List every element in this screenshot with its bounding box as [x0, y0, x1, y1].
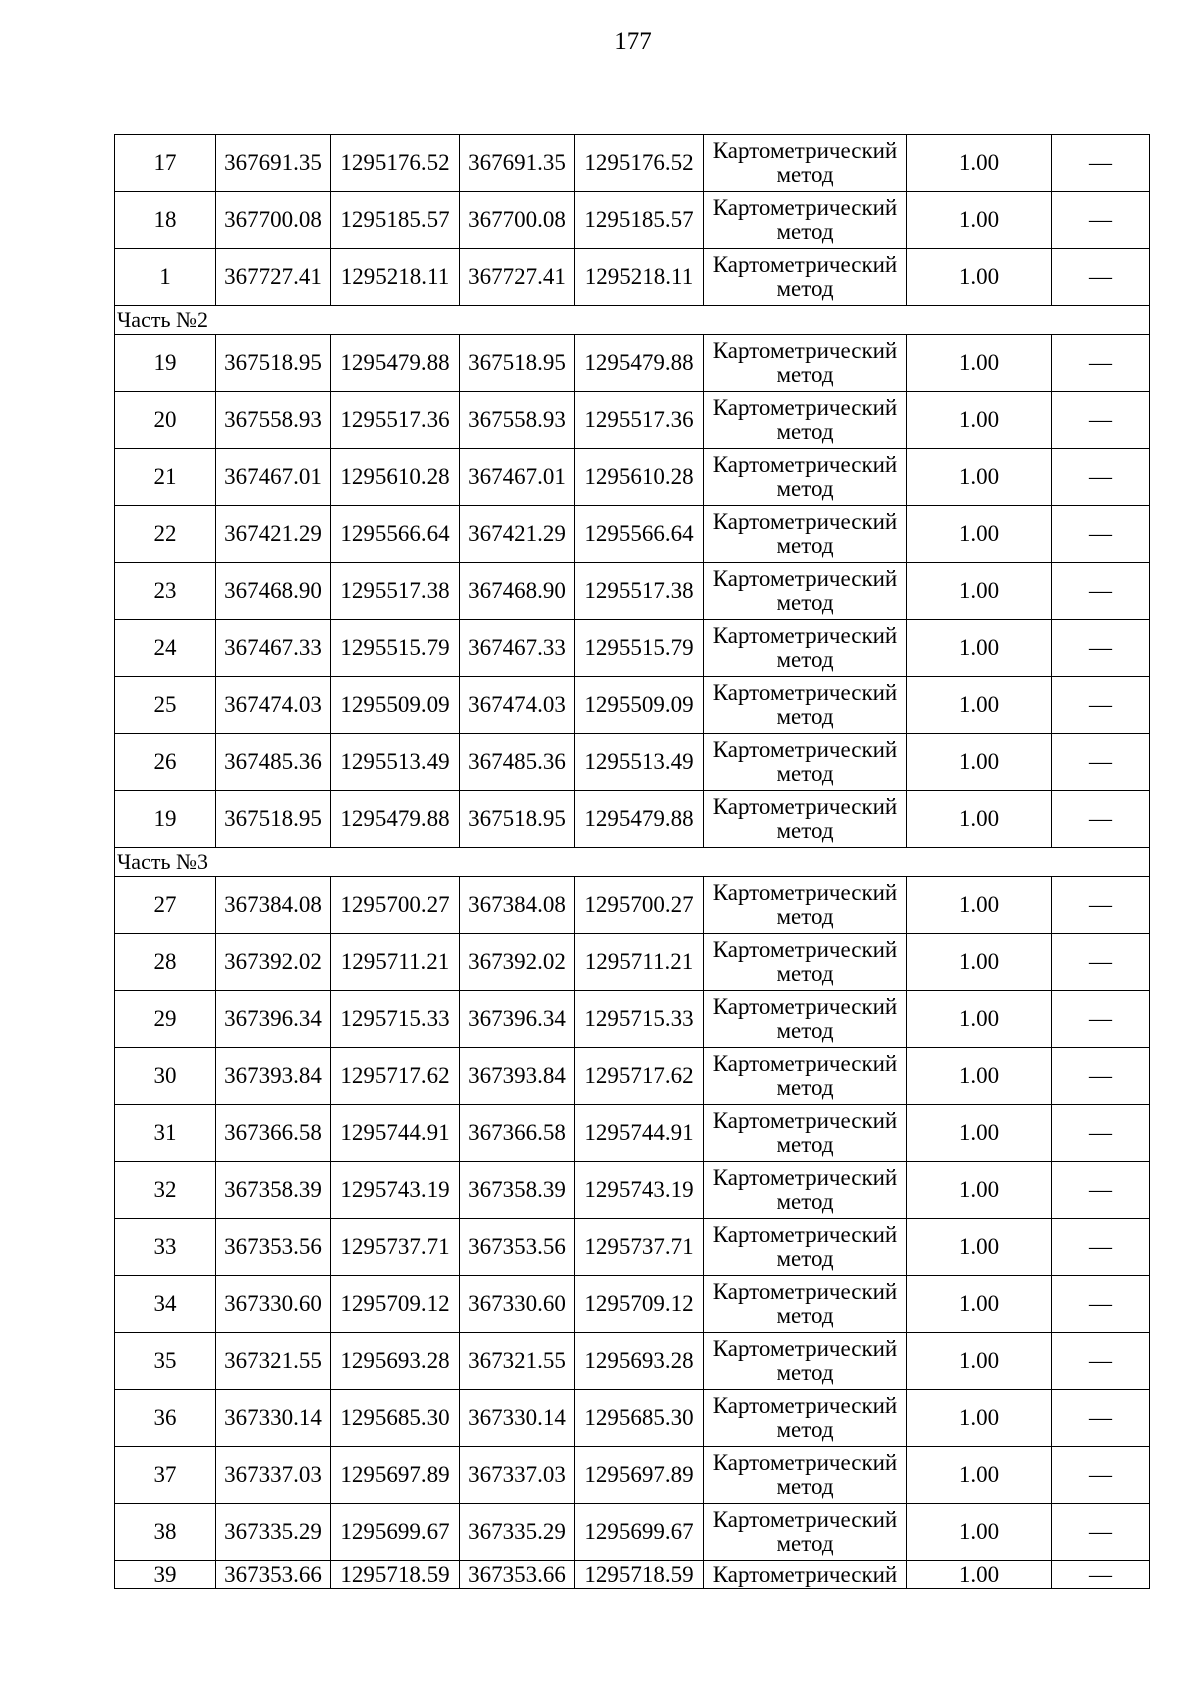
point-number-cell: 30 [115, 1048, 216, 1105]
precision-cell: 1.00 [907, 991, 1052, 1048]
description-cell: — [1052, 506, 1150, 563]
x-coordinate-new-cell: 367358.39 [460, 1162, 575, 1219]
y-coordinate-cell: 1295700.27 [331, 877, 460, 934]
y-coordinate-new-cell: 1295685.30 [575, 1390, 704, 1447]
x-coordinate-cell: 367421.29 [216, 506, 331, 563]
point-number-cell: 1 [115, 249, 216, 306]
precision-cell: 1.00 [907, 620, 1052, 677]
description-cell: — [1052, 991, 1150, 1048]
method-label-line2: метод [776, 476, 834, 501]
precision-cell: 1.00 [907, 877, 1052, 934]
table-row [115, 991, 1150, 1048]
x-coordinate-new-cell: 367727.41 [460, 249, 575, 306]
y-coordinate-cell: 1295513.49 [331, 734, 460, 791]
method-label-line1: Картометрический [712, 252, 898, 277]
y-coordinate-new-cell: 1295693.28 [575, 1333, 704, 1390]
description-cell: — [1052, 135, 1150, 192]
method-label-line1: Картометрический [712, 1393, 898, 1418]
precision-cell: 1.00 [907, 1561, 1052, 1589]
y-coordinate-new-cell: 1295610.28 [575, 449, 704, 506]
x-coordinate-cell: 367727.41 [216, 249, 331, 306]
method-label-line1: Картометрический [712, 1507, 898, 1532]
table-row [115, 192, 1150, 249]
precision-cell: 1.00 [907, 192, 1052, 249]
description-cell: — [1052, 1447, 1150, 1504]
x-coordinate-cell: 367558.93 [216, 392, 331, 449]
y-coordinate-new-cell: 1295709.12 [575, 1276, 704, 1333]
point-number-cell: 17 [115, 135, 216, 192]
section-header-row [115, 306, 1150, 335]
x-coordinate-cell: 367353.56 [216, 1219, 331, 1276]
table-row [115, 791, 1150, 848]
page-number: 177 [614, 28, 652, 55]
precision-cell: 1.00 [907, 1048, 1052, 1105]
section-label: Часть №2 [115, 306, 1150, 335]
y-coordinate-new-cell: 1295699.67 [575, 1504, 704, 1561]
table-row [115, 1219, 1150, 1276]
point-number-cell: 19 [115, 791, 216, 848]
method-label-line2: метод [776, 1132, 834, 1157]
method-cell [704, 1333, 907, 1390]
y-coordinate-cell: 1295743.19 [331, 1162, 460, 1219]
method-cell [704, 620, 907, 677]
y-coordinate-cell: 1295744.91 [331, 1105, 460, 1162]
description-cell: — [1052, 1561, 1150, 1589]
table-row [115, 734, 1150, 791]
y-coordinate-cell: 1295610.28 [331, 449, 460, 506]
y-coordinate-cell: 1295711.21 [331, 934, 460, 991]
x-coordinate-new-cell: 367353.66 [460, 1561, 575, 1589]
point-number-cell: 38 [115, 1504, 216, 1561]
y-coordinate-new-cell: 1295515.79 [575, 620, 704, 677]
x-coordinate-new-cell: 367353.56 [460, 1219, 575, 1276]
y-coordinate-cell: 1295699.67 [331, 1504, 460, 1561]
x-coordinate-new-cell: 367392.02 [460, 934, 575, 991]
x-coordinate-new-cell: 367366.58 [460, 1105, 575, 1162]
y-coordinate-new-cell: 1295715.33 [575, 991, 704, 1048]
point-number-cell: 33 [115, 1219, 216, 1276]
point-number-cell: 34 [115, 1276, 216, 1333]
method-cell [704, 1504, 907, 1561]
section-label: Часть №3 [115, 848, 1150, 877]
y-coordinate-cell: 1295218.11 [331, 249, 460, 306]
table-row [115, 135, 1150, 192]
y-coordinate-cell: 1295685.30 [331, 1390, 460, 1447]
point-number-cell: 36 [115, 1390, 216, 1447]
method-cell [704, 1561, 907, 1589]
method-cell [704, 877, 907, 934]
x-coordinate-cell: 367358.39 [216, 1162, 331, 1219]
method-cell [704, 934, 907, 991]
y-coordinate-new-cell: 1295718.59 [575, 1561, 704, 1589]
table-row [115, 1333, 1150, 1390]
description-cell: — [1052, 877, 1150, 934]
point-number-cell: 25 [115, 677, 216, 734]
x-coordinate-new-cell: 367330.60 [460, 1276, 575, 1333]
x-coordinate-new-cell: 367474.03 [460, 677, 575, 734]
x-coordinate-new-cell: 367330.14 [460, 1390, 575, 1447]
description-cell: — [1052, 1162, 1150, 1219]
method-cell [704, 734, 907, 791]
precision-cell: 1.00 [907, 249, 1052, 306]
method-cell [704, 1219, 907, 1276]
table-row [115, 1162, 1150, 1219]
precision-cell: 1.00 [907, 1162, 1052, 1219]
description-cell: — [1052, 934, 1150, 991]
method-cell [704, 506, 907, 563]
method-label-line2: метод [776, 1474, 834, 1499]
method-label-line1: Картометрический [712, 395, 898, 420]
table-row [115, 1105, 1150, 1162]
description-cell: — [1052, 677, 1150, 734]
point-number-cell: 21 [115, 449, 216, 506]
y-coordinate-new-cell: 1295717.62 [575, 1048, 704, 1105]
description-cell: — [1052, 249, 1150, 306]
x-coordinate-new-cell: 367467.33 [460, 620, 575, 677]
method-cell [704, 1162, 907, 1219]
x-coordinate-cell: 367518.95 [216, 335, 331, 392]
point-number-cell: 35 [115, 1333, 216, 1390]
table-row [115, 677, 1150, 734]
method-label-line1: Картометрический [712, 623, 898, 648]
precision-cell: 1.00 [907, 1276, 1052, 1333]
table-row [115, 392, 1150, 449]
description-cell: — [1052, 449, 1150, 506]
method-cell [704, 1048, 907, 1105]
y-coordinate-new-cell: 1295517.36 [575, 392, 704, 449]
table-row [115, 934, 1150, 991]
y-coordinate-new-cell: 1295700.27 [575, 877, 704, 934]
method-cell [704, 1390, 907, 1447]
method-label-line2: метод [776, 219, 834, 244]
x-coordinate-new-cell: 367384.08 [460, 877, 575, 934]
y-coordinate-new-cell: 1295176.52 [575, 135, 704, 192]
point-number-cell: 32 [115, 1162, 216, 1219]
method-label-line1: Картометрический [712, 1279, 898, 1304]
x-coordinate-new-cell: 367337.03 [460, 1447, 575, 1504]
x-coordinate-cell: 367366.58 [216, 1105, 331, 1162]
description-cell: — [1052, 791, 1150, 848]
y-coordinate-cell: 1295697.89 [331, 1447, 460, 1504]
description-cell: — [1052, 1276, 1150, 1333]
y-coordinate-new-cell: 1295517.38 [575, 563, 704, 620]
table-row [115, 449, 1150, 506]
coordinates-table-body [115, 135, 1150, 1589]
method-label-line2: метод [776, 590, 834, 615]
precision-cell: 1.00 [907, 934, 1052, 991]
precision-cell: 1.00 [907, 135, 1052, 192]
x-coordinate-cell: 367335.29 [216, 1504, 331, 1561]
x-coordinate-new-cell: 367468.90 [460, 563, 575, 620]
x-coordinate-new-cell: 367393.84 [460, 1048, 575, 1105]
table-row [115, 249, 1150, 306]
x-coordinate-cell: 367468.90 [216, 563, 331, 620]
x-coordinate-cell: 367518.95 [216, 791, 331, 848]
table-row [115, 1561, 1150, 1589]
x-coordinate-cell: 367467.01 [216, 449, 331, 506]
method-label-line2: метод [776, 1303, 834, 1328]
method-cell [704, 563, 907, 620]
point-number-cell: 19 [115, 335, 216, 392]
method-label-line2: метод [776, 1246, 834, 1271]
method-label-line2: метод [776, 1075, 834, 1100]
description-cell: — [1052, 1504, 1150, 1561]
table-row [115, 1048, 1150, 1105]
description-cell: — [1052, 563, 1150, 620]
y-coordinate-cell: 1295517.38 [331, 563, 460, 620]
y-coordinate-cell: 1295737.71 [331, 1219, 460, 1276]
x-coordinate-cell: 367474.03 [216, 677, 331, 734]
x-coordinate-new-cell: 367558.93 [460, 392, 575, 449]
point-number-cell: 29 [115, 991, 216, 1048]
y-coordinate-cell: 1295693.28 [331, 1333, 460, 1390]
x-coordinate-new-cell: 367518.95 [460, 791, 575, 848]
method-label-line1: Картометрический [712, 794, 898, 819]
method-label-line1: Картометрический [712, 737, 898, 762]
description-cell: — [1052, 1105, 1150, 1162]
table-row [115, 1276, 1150, 1333]
method-label-line1: Картометрический [712, 994, 898, 1019]
description-cell: — [1052, 1333, 1150, 1390]
method-label-line2: метод [776, 1018, 834, 1043]
precision-cell: 1.00 [907, 563, 1052, 620]
point-number-cell: 37 [115, 1447, 216, 1504]
x-coordinate-cell: 367467.33 [216, 620, 331, 677]
table-row [115, 563, 1150, 620]
description-cell: — [1052, 1048, 1150, 1105]
x-coordinate-cell: 367691.35 [216, 135, 331, 192]
x-coordinate-new-cell: 367518.95 [460, 335, 575, 392]
precision-cell: 1.00 [907, 1447, 1052, 1504]
y-coordinate-new-cell: 1295479.88 [575, 791, 704, 848]
y-coordinate-cell: 1295715.33 [331, 991, 460, 1048]
point-number-cell: 28 [115, 934, 216, 991]
x-coordinate-new-cell: 367396.34 [460, 991, 575, 1048]
method-label-line1: Картометрический [712, 1108, 898, 1133]
description-cell: — [1052, 1219, 1150, 1276]
method-label-line2: метод [776, 533, 834, 558]
x-coordinate-new-cell: 367691.35 [460, 135, 575, 192]
x-coordinate-cell: 367485.36 [216, 734, 331, 791]
method-cell [704, 449, 907, 506]
description-cell: — [1052, 392, 1150, 449]
point-number-cell: 20 [115, 392, 216, 449]
precision-cell: 1.00 [907, 335, 1052, 392]
y-coordinate-cell: 1295566.64 [331, 506, 460, 563]
method-label-line1: Картометрический [712, 680, 898, 705]
method-cell [704, 791, 907, 848]
method-cell [704, 135, 907, 192]
method-label-line2: метод [776, 904, 834, 929]
method-cell [704, 677, 907, 734]
x-coordinate-cell: 367330.14 [216, 1390, 331, 1447]
method-label-line1: Картометрический [712, 880, 898, 905]
table-row [115, 877, 1150, 934]
y-coordinate-new-cell: 1295743.19 [575, 1162, 704, 1219]
method-label-line1: Картометрический [712, 1165, 898, 1190]
description-cell: — [1052, 192, 1150, 249]
table-row [115, 506, 1150, 563]
y-coordinate-new-cell: 1295509.09 [575, 677, 704, 734]
description-cell: — [1052, 1390, 1150, 1447]
precision-cell: 1.00 [907, 791, 1052, 848]
precision-cell: 1.00 [907, 734, 1052, 791]
table-row [115, 1504, 1150, 1561]
y-coordinate-cell: 1295479.88 [331, 791, 460, 848]
precision-cell: 1.00 [907, 1105, 1052, 1162]
y-coordinate-cell: 1295717.62 [331, 1048, 460, 1105]
method-label-line2: метод [776, 1360, 834, 1385]
point-number-cell: 27 [115, 877, 216, 934]
method-label-line2: метод [776, 1189, 834, 1214]
y-coordinate-new-cell: 1295185.57 [575, 192, 704, 249]
method-label-line2: метод [776, 276, 834, 301]
method-label-line2: метод [776, 961, 834, 986]
method-cell [704, 192, 907, 249]
x-coordinate-cell: 367337.03 [216, 1447, 331, 1504]
precision-cell: 1.00 [907, 1219, 1052, 1276]
method-cell [704, 1105, 907, 1162]
y-coordinate-cell: 1295509.09 [331, 677, 460, 734]
method-cell [704, 991, 907, 1048]
x-coordinate-cell: 367396.34 [216, 991, 331, 1048]
precision-cell: 1.00 [907, 506, 1052, 563]
x-coordinate-cell: 367392.02 [216, 934, 331, 991]
precision-cell: 1.00 [907, 1333, 1052, 1390]
table-row [115, 1447, 1150, 1504]
point-number-cell: 22 [115, 506, 216, 563]
x-coordinate-new-cell: 367700.08 [460, 192, 575, 249]
description-cell: — [1052, 620, 1150, 677]
y-coordinate-new-cell: 1295479.88 [575, 335, 704, 392]
x-coordinate-cell: 367321.55 [216, 1333, 331, 1390]
y-coordinate-cell: 1295718.59 [331, 1561, 460, 1589]
y-coordinate-new-cell: 1295711.21 [575, 934, 704, 991]
x-coordinate-cell: 367393.84 [216, 1048, 331, 1105]
method-label-line2: метод [776, 162, 834, 187]
precision-cell: 1.00 [907, 1504, 1052, 1561]
table-row [115, 620, 1150, 677]
y-coordinate-cell: 1295709.12 [331, 1276, 460, 1333]
section-header-row [115, 848, 1150, 877]
x-coordinate-new-cell: 367485.36 [460, 734, 575, 791]
method-cell [704, 335, 907, 392]
y-coordinate-new-cell: 1295697.89 [575, 1447, 704, 1504]
y-coordinate-cell: 1295185.57 [331, 192, 460, 249]
precision-cell: 1.00 [907, 677, 1052, 734]
point-number-cell: 31 [115, 1105, 216, 1162]
y-coordinate-cell: 1295515.79 [331, 620, 460, 677]
method-label-line2: метод [776, 362, 834, 387]
method-label-line1: Картометрический [712, 338, 898, 363]
method-label-line1: Картометрический [712, 195, 898, 220]
point-number-cell: 26 [115, 734, 216, 791]
point-number-cell: 23 [115, 563, 216, 620]
point-number-cell: 18 [115, 192, 216, 249]
y-coordinate-cell: 1295176.52 [331, 135, 460, 192]
y-coordinate-new-cell: 1295218.11 [575, 249, 704, 306]
y-coordinate-cell: 1295479.88 [331, 335, 460, 392]
method-label-line1: Картометрический [712, 1336, 898, 1361]
method-label-line1: Картометрический [712, 1450, 898, 1475]
method-label-line1: Картометрический [712, 1222, 898, 1247]
coordinates-table [114, 134, 1150, 1589]
x-coordinate-cell: 367353.66 [216, 1561, 331, 1589]
y-coordinate-new-cell: 1295513.49 [575, 734, 704, 791]
method-cell [704, 249, 907, 306]
description-cell: — [1052, 734, 1150, 791]
method-label-line2: метод [776, 647, 834, 672]
method-cell [704, 392, 907, 449]
table-row [115, 335, 1150, 392]
y-coordinate-new-cell: 1295566.64 [575, 506, 704, 563]
method-cell [704, 1447, 907, 1504]
y-coordinate-new-cell: 1295744.91 [575, 1105, 704, 1162]
method-label-line1: Картометрический [712, 138, 898, 163]
x-coordinate-cell: 367700.08 [216, 192, 331, 249]
method-label-line2: метод [776, 1531, 834, 1556]
x-coordinate-new-cell: 367421.29 [460, 506, 575, 563]
method-label-line2: метод [776, 419, 834, 444]
point-number-cell: 39 [115, 1561, 216, 1589]
point-number-cell: 24 [115, 620, 216, 677]
method-label-line2: метод [776, 1417, 834, 1442]
precision-cell: 1.00 [907, 449, 1052, 506]
x-coordinate-new-cell: 367467.01 [460, 449, 575, 506]
method-label-line1: Картометрический [712, 1561, 898, 1587]
method-label-line1: Картометрический [712, 566, 898, 591]
method-label-line1: Картометрический [712, 509, 898, 534]
precision-cell: 1.00 [907, 1390, 1052, 1447]
y-coordinate-cell: 1295517.36 [331, 392, 460, 449]
x-coordinate-cell: 367384.08 [216, 877, 331, 934]
method-label-line2: метод [776, 704, 834, 729]
method-cell [704, 1276, 907, 1333]
method-label-line1: Картометрический [712, 452, 898, 477]
method-label-line1: Картометрический [712, 937, 898, 962]
method-label-line1: Картометрический [712, 1051, 898, 1076]
method-label-line2: метод [776, 761, 834, 786]
x-coordinate-new-cell: 367335.29 [460, 1504, 575, 1561]
x-coordinate-cell: 367330.60 [216, 1276, 331, 1333]
x-coordinate-new-cell: 367321.55 [460, 1333, 575, 1390]
y-coordinate-new-cell: 1295737.71 [575, 1219, 704, 1276]
description-cell: — [1052, 335, 1150, 392]
method-label-line2: метод [776, 818, 834, 843]
table-row [115, 1390, 1150, 1447]
precision-cell: 1.00 [907, 392, 1052, 449]
